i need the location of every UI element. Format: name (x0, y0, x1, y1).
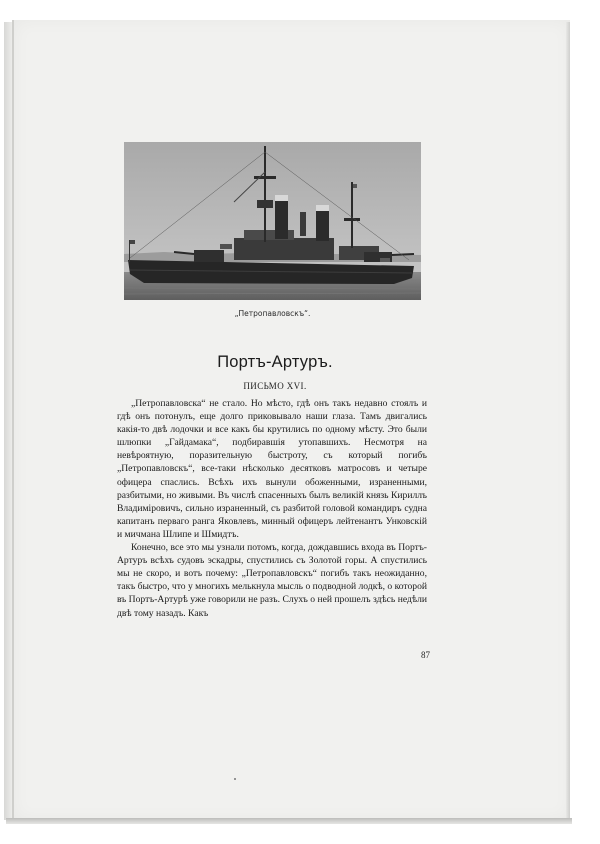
page-fold (4, 22, 12, 820)
page-number: 87 (421, 650, 430, 660)
paragraph: Конечно, все это мы узнали потомъ, когда, дождавшись входа въ Портъ-Артуръ всѣхъ судовъ эскадры, спустились съ Золотой горы. А спустились мы не скоро, и вотъ почему: „Петропавловскъ“ погибъ такъ неожиданно, такъ быстро, что у многихъ мелькнула мысль о подводной лодкѣ, о которой въ Портъ-Артурѣ уже говорили не разъ. Слухъ о ней прошелъ здѣсь недѣли двѣ тому назадъ. Какъ (117, 542, 428, 619)
page-edge-bottom (6, 818, 572, 824)
page-edge-right (566, 22, 570, 820)
article-body (117, 397, 427, 620)
paper-speck (234, 778, 236, 780)
photo-caption: „Петропавловскъ“. (234, 309, 311, 318)
article-subtitle: ПИСЬМО XVI. (243, 381, 307, 391)
article-title: Портъ-Артуръ. (217, 353, 333, 371)
battleship-photo (124, 142, 421, 300)
paragraph: „Петропавловска“ не стало. Но мѣсто, гдѣ онъ такъ недавно стоялъ и гдѣ онъ потонулъ, еще долго приковывало наши глаза. Тамъ двигались какія-то двѣ лодочки и все какъ бы крутились по одному мѣсту. Это были шлюпки „Гайдамака“, подбиравшія утопавшихъ. Несмотря на невѣроятную, поразительную быстроту, съ который погибъ „Петропавловскъ“, все-таки нѣсколько десятковъ матросовъ и четыре офицера спаслись. Всѣхъ ихъ вынули обоженными, израненными, разбитыми, но живыми. Въ числѣ спасенныхъ былъ великій князь Кириллъ Владиміровичъ, сильно израненный, съ разбитой головой командиръ судна капитанъ перваго ранга Яковлевъ, минный офицеръ лейтенантъ Унковскій и мичмана Шлипе и Шмидтъ. (117, 398, 427, 540)
